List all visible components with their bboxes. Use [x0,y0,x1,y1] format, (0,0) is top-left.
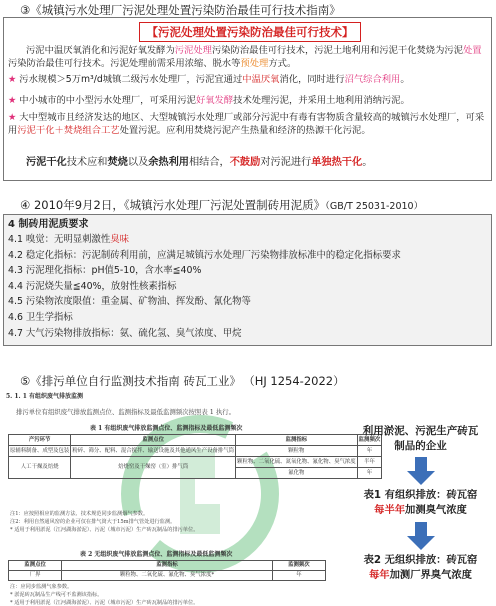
section2-code: （GB/T 25031-2010） [325,201,424,212]
annotation-heading [345,424,496,454]
text-run: 对污泥进行 [260,157,312,168]
star-bullet-icon: ★ [8,112,20,123]
text-run: 污染防治最佳可行技术。污泥处理前需采用浓缩、脱水等 [8,58,241,69]
table-row [9,571,326,581]
text-run: 以及 [127,157,149,168]
text-run: 焚烧 [107,157,128,168]
text-run: 余热利用 [148,157,189,168]
table-note: * 适用于利用淤泥（江河湖海淤泥）、污泥（城市污泥）生产砖瓦制品的排污单位。 [10,527,199,533]
section1-summary [8,156,486,169]
table2 [8,560,326,581]
section3-code: （HJ 1254-2022） [248,374,345,388]
section2-title-text: ④ 2010年9月2日，《城镇污水处理厂污泥处置制砖用泥质》 [20,198,326,212]
table-note: * 适用于利用淤泥（江河湖海淤泥）、污泥（城市污泥）生产砖瓦制品的排污单位。 [10,600,199,606]
annotation-line [345,503,496,518]
annotation-note-fugitive [345,553,496,583]
table-note: 注：应同步监测气象参数。 [10,584,73,590]
text-run: 4.5 污染物浓度限值：重金属、矿物油、挥发酚、氰化物等 [8,296,251,308]
text-run: 技术处理污泥，并采用土地利用消纳污泥。 [233,95,410,106]
section1-bullet-3 [8,111,486,137]
text-run: 中温厌氧 [242,74,280,85]
section3-title [20,373,345,389]
text-run: 4.4 污泥烧失量≦40%，放射性核素指标 [8,280,177,292]
table-row [9,457,382,468]
section2-title [20,197,423,213]
table-row [9,446,382,457]
table-cell: 年 [272,571,325,581]
annotation-heading-line1: 利用淤泥、污泥生产砖瓦 [362,425,479,437]
table-note: 注2：利用自然通风窑的企业可仅在排气筒大于15m排气管处进行监测。 [10,519,176,525]
requirement-item [8,310,73,326]
table-cell: 监测指标 [62,561,273,571]
table-cell: 半年 [357,457,382,468]
section1-bullet-1 [8,73,486,86]
annotation-note-organized [345,488,496,518]
annotation-heading-line2: 制品的企业 [394,440,447,452]
table-cell: 厂界 [9,571,62,581]
arrow-down-icon [406,457,436,485]
text-run: 污泥干化＋焚烧组合工艺 [17,125,120,136]
annotation-line [345,553,496,568]
table-cell: 焙烧窑及干燥窑（室）排气筒 [71,457,236,479]
section1-bullet-2 [8,94,486,107]
text-run: 消化，同时进行 [279,74,345,85]
requirement-item [8,248,401,264]
section3-title-text: ⑤《排污单位自行监测技术指南 砖瓦工业》 [20,374,241,388]
table-cell: 监测频次 [272,561,325,571]
table-cell: 监测点位 [9,561,62,571]
table2-caption: 表 2 无组织废气排放监测点位、监测指标及最低监测频次 [80,551,233,558]
star-bullet-icon: ★ [8,95,20,106]
table-cell: 原辅料制备、成型及包装 [9,446,71,457]
text-run: 表1 有组织排放：砖瓦窑 [363,489,478,501]
text-run: 4.2 稳定化指标：污泥制砖利用前，应满足城镇污水处理厂污染物排放标准中的稳定化指标要求 [8,249,401,261]
text-run: 4.1 嗅觉：无明显刺激性 [8,234,111,245]
section1-title: ③《城镇污水处理厂污泥处理处置污染防治最佳可行技术指南》 [20,3,341,17]
table-cell: 监测指标 [236,435,358,446]
table-cell: 氟化物 [236,468,358,479]
annotation-line [345,488,496,503]
table-cell: 监测点位 [71,435,236,446]
table-header-row [9,435,382,446]
requirement-item [8,232,129,248]
text-run: 污泥处理 [174,45,212,56]
doc-intro: 排污单位有组织废气排放监测点位、监测指标及最低监测频次按照表 1 执行。 [16,408,236,416]
table-cell: 颗粒物、二氧化硫、氟化物、臭气浓度* [62,571,273,581]
annotation-line [345,568,496,583]
table-cell: 产污环节 [9,435,71,446]
star-bullet-icon: ★ [8,74,20,85]
section1-paragraph [8,44,486,70]
text-run: 处置 [463,45,482,56]
text-run: 臭味 [110,234,130,245]
text-run: 大中型城市且经济发达的地区、大型城镇污水处理厂或部分污泥中有毒有害物质含量较高的城镇污水处理厂，可采用 [8,112,485,136]
table-header-row [9,561,326,571]
table-note: * 淤泥砖瓦制品生产线可不监测该指标。 [10,592,103,598]
text-run: 中小城市的中小型污水处理厂，可采用污泥 [19,95,196,106]
requirement-item [8,279,176,295]
requirement-item [8,294,251,310]
table-cell: 颗粒物 [236,446,358,457]
text-run: 不鼓励 [229,157,261,168]
text-run: 预处理 [240,58,269,69]
requirement-item [8,263,201,279]
table-note: 注1：应按照相应的监测方法、技术规范同步监测烟气参数。 [10,511,149,517]
text-run: 污泥中温厌氧消化和污泥好氧发酵为 [26,45,175,56]
text-run: 相结合， [189,157,230,168]
section2-heading: 4 制砖用泥质要求 [8,219,89,230]
table-cell: 年 [357,446,382,457]
table-cell: 年 [357,468,382,479]
section1-banner: 【污泥处理处置污染防治最佳可行技术】 [139,22,361,42]
text-run: 处置污泥。应利用焚烧污泥产生热量和经济的热源干化污泥。 [119,125,371,136]
text-run: 表2 无组织排放：砖瓦窑 [363,554,478,566]
text-run: 4.7 大气污染物排放指标：氨、硫化氢、臭气浓度、甲烷 [8,327,242,339]
text-run: 污水规模＞5万m³/d城镇二级污水处理厂，污泥宜通过 [19,74,243,85]
text-run: 。 [400,74,410,85]
text-run: 单独热干化 [311,157,363,168]
text-run: 沼气综合利用 [344,74,401,85]
text-run: 。 [362,157,373,168]
table1-caption: 表 1 有组织废气排放监测点位、监测指标及最低监测频次 [90,425,243,432]
table-cell: 监测频次 [357,435,382,446]
text-run: 每年 [369,569,390,581]
text-run: 加测厂界臭气浓度 [389,569,472,581]
text-run: 技术应和 [66,157,108,168]
text-run: 好氧发酵 [195,95,234,106]
text-run: 方式。 [268,58,297,69]
text-run: 加测臭气浓度 [405,504,467,516]
table-cell: 颗粒物、二氧化硫、氮氧化物、氟化物、臭气浓度 [236,457,358,468]
table-cell: 粉碎、筛分、配料、混合搅拌、输送设施及其他通风生产设备排气筒 [71,446,236,457]
text-run: 污染防治最佳可行技术，污泥土地利用和污泥干化焚烧为污泥 [211,45,463,56]
text-run: 4.6 卫生学指标 [8,312,73,323]
text-run: 4.3 污泥理化指标：pH值5-10，含水率≦40% [8,265,202,277]
text-run: 每半年 [374,504,406,516]
requirement-item [8,326,242,342]
doc-subheading: 5. 1. 1 有组织废气排放监测 [6,393,83,400]
arrow-down-icon [406,522,436,550]
text-run: 污泥干化 [26,157,67,168]
table-cell: 人工干燥及焙烧 [9,457,71,479]
table1 [8,434,382,479]
